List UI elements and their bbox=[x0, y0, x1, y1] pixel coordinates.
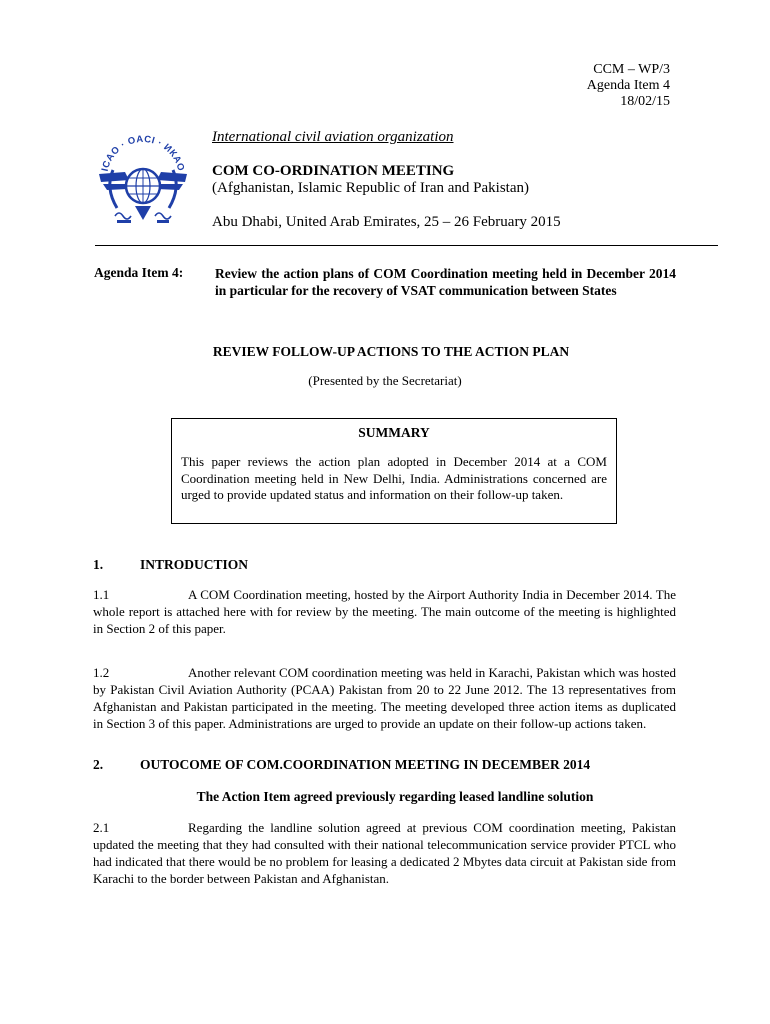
section-2-subheading: The Action Item agreed previously regarding leased landline solution bbox=[196, 789, 594, 804]
ref-number: CCM – WP/3 bbox=[593, 62, 670, 77]
paragraph-2-1 bbox=[93, 819, 676, 887]
section-number: 2. bbox=[93, 757, 104, 772]
paragraph-number: 1.2 bbox=[93, 665, 110, 680]
document-reference bbox=[587, 62, 670, 110]
icao-emblem-icon bbox=[95, 128, 191, 232]
paragraph-1-1 bbox=[93, 586, 676, 637]
ref-agenda-item: Agenda Item 4 bbox=[586, 78, 670, 93]
section-1-heading bbox=[93, 557, 248, 573]
header-divider bbox=[95, 245, 718, 246]
paragraph-text: Another relevant COM coordination meeting was held in Karachi, Pakistan which was hosted by Pakistan Civil Aviation Authority (PCAA) Pakistan from 20 to 22 June 2012. The 13 representatives from Afghanistan and Pakistan participated in the meeting. The meeting developed three action items as duplicated in Section 3 of this paper. Administrations are urged to provide an update on their follow-up actions taken. bbox=[93, 665, 676, 731]
meeting-venue: Abu Dhabi, United Arab Emirates, 25 – 26 February 2015 bbox=[212, 214, 561, 230]
meeting-title: COM CO-ORDINATION MEETING bbox=[212, 163, 455, 179]
paragraph-text: Regarding the landline solution agreed at previous COM coordination meeting, Pakistan updated the meeting that they had consulted with their national telecommunication service provider PTCL who had indicated that there would be no problem for leasing a dedicated 2 Mbytes data circuit at Pakistan side from Karachi to the border between Pakistan and Afghanistan. bbox=[93, 820, 676, 886]
paragraph-number: 2.1 bbox=[93, 820, 110, 835]
summary-body: This paper reviews the action plan adopted in December 2014 at a COM Coordination meeting held in New Delhi, India. Administrations concerned are urged to provide updated status and information on their follow-up taken. bbox=[181, 454, 607, 502]
logo-lettering: ICAO · OACI · ИКАО bbox=[99, 133, 187, 173]
paper-presenter: (Presented by the Secretariat) bbox=[308, 373, 462, 388]
organization-name: International civil aviation organization bbox=[212, 129, 454, 145]
icao-logo bbox=[95, 128, 191, 232]
section-2-heading bbox=[93, 757, 590, 773]
paragraph-number: 1.1 bbox=[93, 587, 110, 602]
section-title: OUTOCOME OF COM.COORDINATION MEETING IN DECEMBER 2014 bbox=[140, 757, 591, 772]
ref-date: 18/02/15 bbox=[620, 94, 670, 109]
section-title: INTRODUCTION bbox=[140, 557, 249, 572]
paragraph-1-2 bbox=[93, 664, 676, 732]
paper-title: REVIEW FOLLOW-UP ACTIONS TO THE ACTION PLAN bbox=[212, 344, 570, 359]
agenda-item-label: Agenda Item 4: bbox=[94, 265, 184, 280]
paragraph-text: A COM Coordination meeting, hosted by the Airport Authority India in December 2014. The whole report is attached here with for review by the meeting. The main outcome of the meeting is highlighted in Section 2 of this paper. bbox=[93, 587, 676, 636]
summary-box bbox=[171, 418, 617, 524]
section-number: 1. bbox=[93, 557, 104, 572]
agenda-item-text: Review the action plans of COM Coordination meeting held in December 2014 in particular for the recovery of VSAT communication between States bbox=[215, 266, 676, 298]
svg-text:ICAO · OACI · ИКАО bbox=[100, 134, 187, 173]
summary-title: SUMMARY bbox=[358, 425, 430, 440]
meeting-subtitle: (Afghanistan, Islamic Republic of Iran and Pakistan) bbox=[212, 180, 529, 196]
